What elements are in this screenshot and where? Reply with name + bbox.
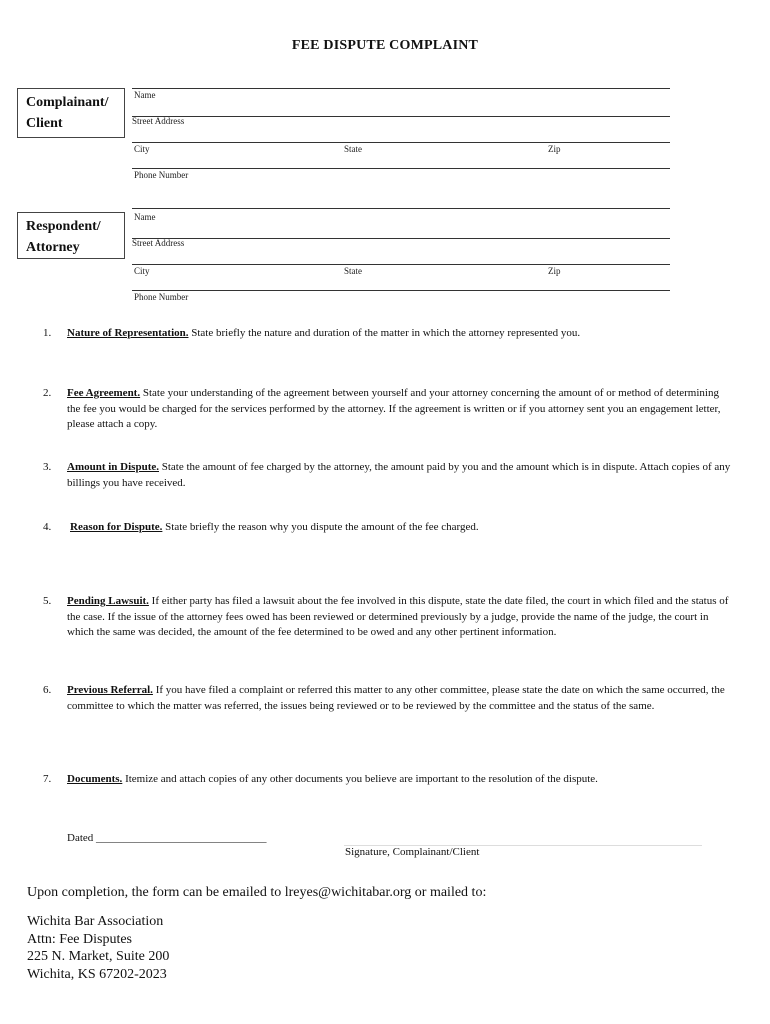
complainant-street-field[interactable] — [132, 142, 670, 143]
complainant-box — [17, 88, 125, 138]
question-number: 2. — [43, 387, 52, 399]
respondent-state-label: State — [344, 266, 362, 276]
question-text: State the amount of fee charged by the attorney, the amount paid by you and the amount which is in dispute. Attach copies of any billings you have received. — [67, 461, 731, 489]
question-item-1 — [43, 326, 713, 342]
address-line: 225 N. Market, Suite 200 — [27, 949, 170, 964]
complainant-city-label: City — [134, 144, 150, 154]
question-number: 7. — [43, 773, 52, 785]
question-item-4 — [43, 520, 723, 536]
complainant-citystatezip-field[interactable] — [132, 168, 670, 169]
question-heading: Previous Referral. — [67, 684, 153, 696]
address-line: Attn: Fee Disputes — [27, 931, 132, 947]
question-heading: Nature of Representation. — [67, 327, 189, 339]
question-heading: Fee Agreement. — [67, 387, 141, 399]
question-number: 3. — [43, 461, 52, 473]
complainant-box-line2: Client — [26, 116, 63, 131]
question-number: 1. — [43, 327, 52, 339]
respondent-city-label: City — [134, 266, 150, 276]
question-item-6 — [43, 683, 733, 714]
question-heading: Documents. — [67, 773, 123, 785]
respondent-name-field[interactable] — [132, 238, 670, 239]
complainant-street-label: Street Address — [132, 116, 185, 126]
question-number: 6. — [43, 684, 52, 696]
complainant-zip-label: Zip — [548, 144, 561, 154]
respondent-citystatezip-field[interactable] — [132, 290, 670, 291]
address-line: Wichita Bar Association — [27, 914, 164, 929]
complainant-phone-label: Phone Number — [134, 170, 189, 180]
question-item-7 — [43, 772, 733, 788]
dated-label: Dated — [67, 832, 94, 844]
respondent-top-line — [132, 208, 670, 209]
question-number: 4. — [43, 521, 52, 533]
question-text: If you have filed a complaint or referred this matter to any other committee, please state the date on which the same occurred, the committee to which the matter was referred, the issues being reviewed or to be reviewed by the committee and the status of the same. — [67, 684, 725, 712]
respondent-zip-label: Zip — [548, 266, 561, 276]
complainant-name-label: Name — [134, 90, 156, 100]
question-item-3 — [43, 460, 733, 491]
question-heading: Pending Lawsuit. — [67, 595, 149, 607]
respondent-phone-label: Phone Number — [134, 292, 189, 302]
question-text: State briefly the reason why you dispute the amount of the fee charged. — [162, 521, 479, 533]
mailing-address — [27, 913, 169, 983]
footer-intro: Upon completion, the form can be emailed to lreyes@wichitabar.org or mailed to: — [27, 885, 487, 900]
dated-field[interactable] — [67, 832, 267, 844]
signature-caption: Signature, Complainant/Client — [345, 846, 480, 858]
respondent-box-line2: Attorney — [26, 240, 80, 255]
question-number: 5. — [43, 595, 52, 607]
question-item-5 — [43, 594, 733, 641]
question-heading: Reason for Dispute. — [70, 521, 163, 533]
respondent-box — [17, 212, 125, 259]
respondent-street-field[interactable] — [132, 264, 670, 265]
dated-line: _______________________________ — [96, 832, 267, 844]
question-item-2 — [43, 386, 723, 433]
page-title: FEE DISPUTE COMPLAINT — [291, 38, 479, 53]
complainant-state-label: State — [344, 144, 362, 154]
question-text: State your understanding of the agreement between yourself and your attorney concerning the amount of or method of determining the fee you would be charged for the services performed by the attorney. If the agreement is written or if you attorney sent you an engagement letter, please attach a copy. — [67, 387, 721, 430]
respondent-street-label: Street Address — [132, 238, 185, 248]
respondent-name-label: Name — [134, 212, 156, 222]
question-text: State briefly the nature and duration of the matter in which the attorney represented you. — [188, 327, 581, 339]
complainant-box-line1: Complainant/ — [26, 95, 109, 110]
address-line: Wichita, KS 67202-2023 — [27, 966, 167, 982]
question-text: Itemize and attach copies of any other documents you believe are important to the resolution of the dispute. — [122, 773, 598, 785]
respondent-box-line1: Respondent/ — [26, 219, 101, 234]
question-text: If either party has filed a lawsuit about the fee involved in this dispute, state the date filed, the court in which filed and the status of the case. If the issue of the attorney fees owed has been reviewed or determined previously by a judge, provide the name of the judge, the court in which the same was decided, the amount of the fee determined to be owed and any other pertinent information. — [67, 595, 729, 638]
complainant-top-line — [132, 88, 670, 89]
complainant-name-field[interactable] — [132, 116, 670, 117]
question-heading: Amount in Dispute. — [67, 461, 159, 473]
